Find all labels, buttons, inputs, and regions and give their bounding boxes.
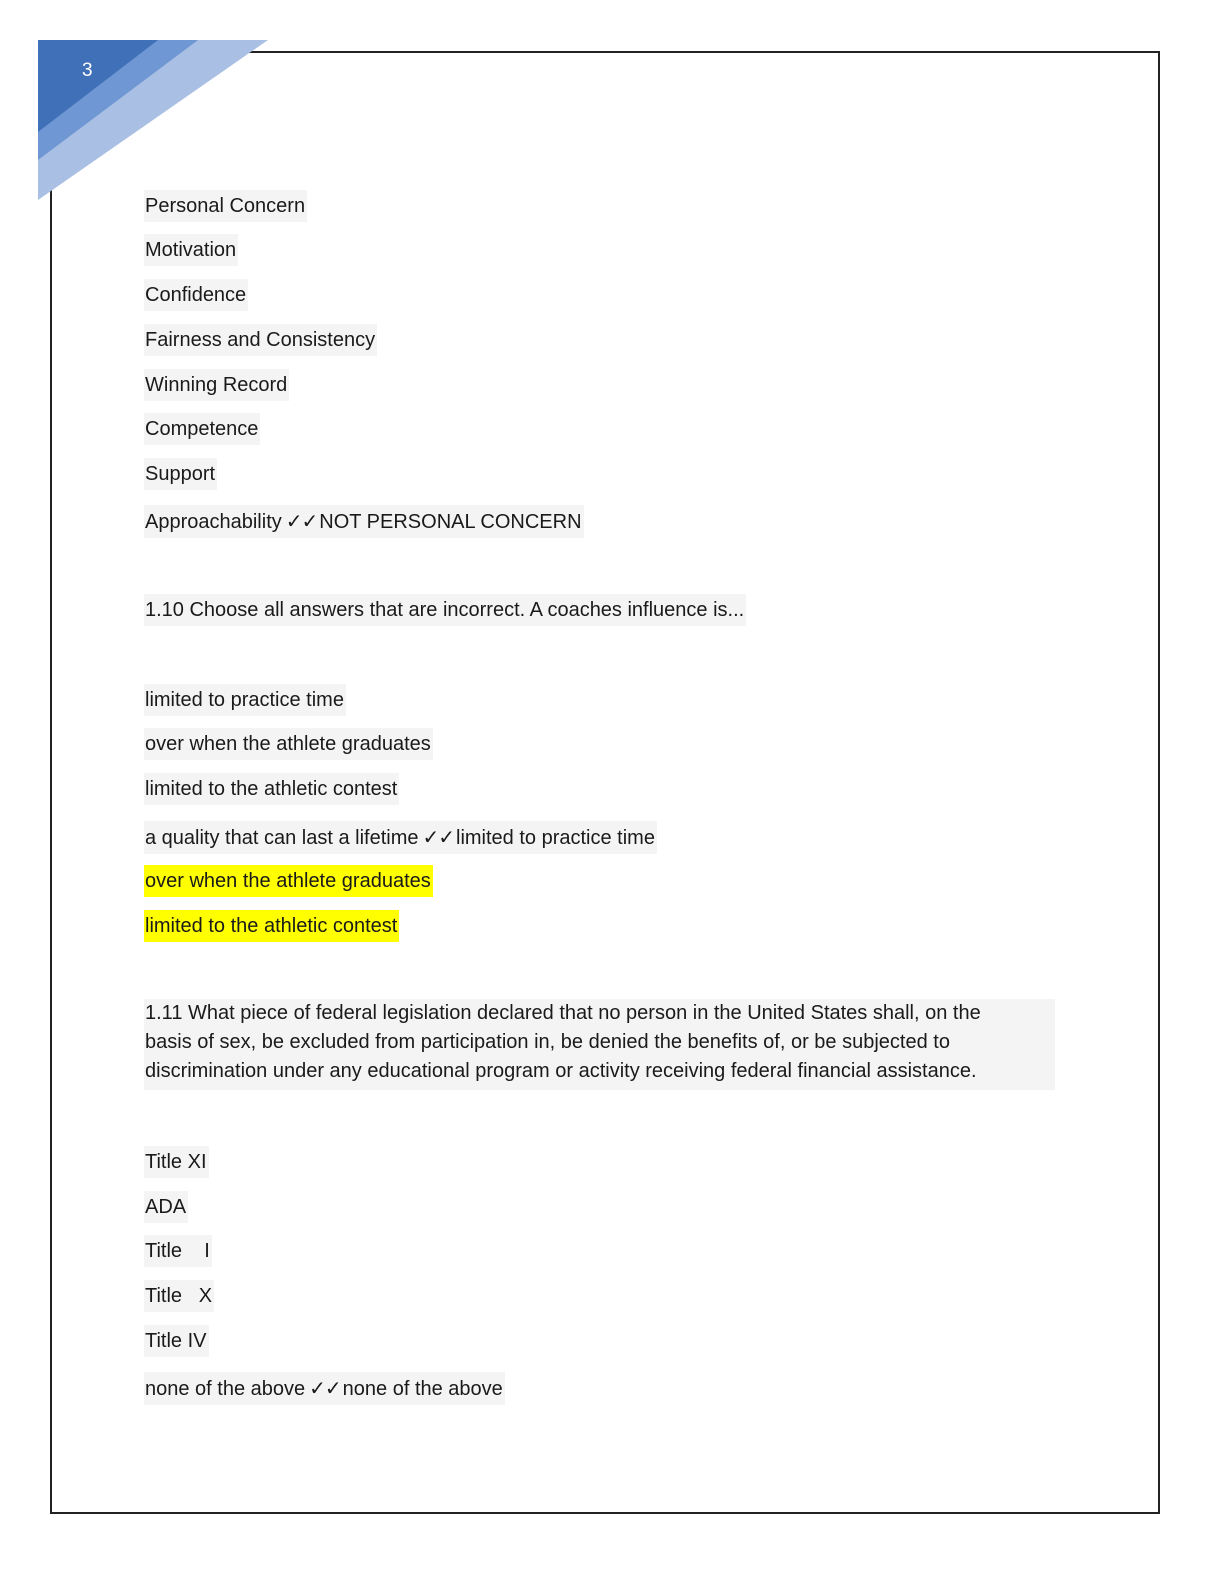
list-item: Support	[144, 458, 217, 490]
question-line: basis of sex, be excluded from participation in, be denied the benefits of, or be subjected to	[145, 1031, 950, 1053]
list-item: limited to practice time	[144, 684, 346, 716]
check-marks-icon: ✓✓	[285, 509, 318, 533]
page-number: 3	[82, 60, 93, 81]
list-item: Winning Record	[144, 369, 289, 401]
question-line: discrimination under any educational program or activity receiving federal financial assistance.	[145, 1060, 977, 1082]
corner-decoration	[38, 40, 268, 200]
list-item: over when the athlete graduates	[144, 728, 433, 760]
check-marks-icon: ✓✓	[309, 1376, 341, 1400]
answer-line	[144, 505, 584, 538]
list-item: Fairness and Consistency	[144, 324, 377, 356]
list-item: Title I	[144, 1235, 212, 1267]
answer-text: NOT PERSONAL CONCERN	[319, 511, 582, 533]
highlighted-answer: over when the athlete graduates	[144, 865, 433, 897]
list-item: Motivation	[144, 234, 238, 266]
list-item: Confidence	[144, 279, 248, 311]
question-1-11	[144, 999, 1055, 1090]
list-item: Personal Concern	[144, 190, 307, 222]
list-item: Title XI	[144, 1146, 209, 1178]
answer-text: none of the above	[342, 1378, 503, 1400]
question-1-10: 1.10 Choose all answers that are incorrect. A coaches influence is...	[144, 594, 746, 626]
answer-option: Approachability	[145, 511, 282, 533]
list-item: limited to the athletic contest	[144, 773, 399, 805]
answer-text: limited to practice time	[456, 827, 655, 849]
list-item: Title IV	[144, 1325, 209, 1357]
answer-line	[144, 1372, 505, 1405]
answer-option: none of the above	[145, 1378, 306, 1400]
question-line: 1.11 What piece of federal legislation declared that no person in the United States shall, on the	[145, 1002, 981, 1024]
check-marks-icon: ✓✓	[422, 825, 454, 849]
list-item: Title X	[144, 1280, 214, 1312]
list-item: Competence	[144, 413, 260, 445]
answer-option: a quality that can last a lifetime	[145, 827, 419, 849]
answer-line	[144, 821, 657, 854]
list-item: ADA	[144, 1191, 188, 1223]
highlighted-answer: limited to the athletic contest	[144, 910, 399, 942]
